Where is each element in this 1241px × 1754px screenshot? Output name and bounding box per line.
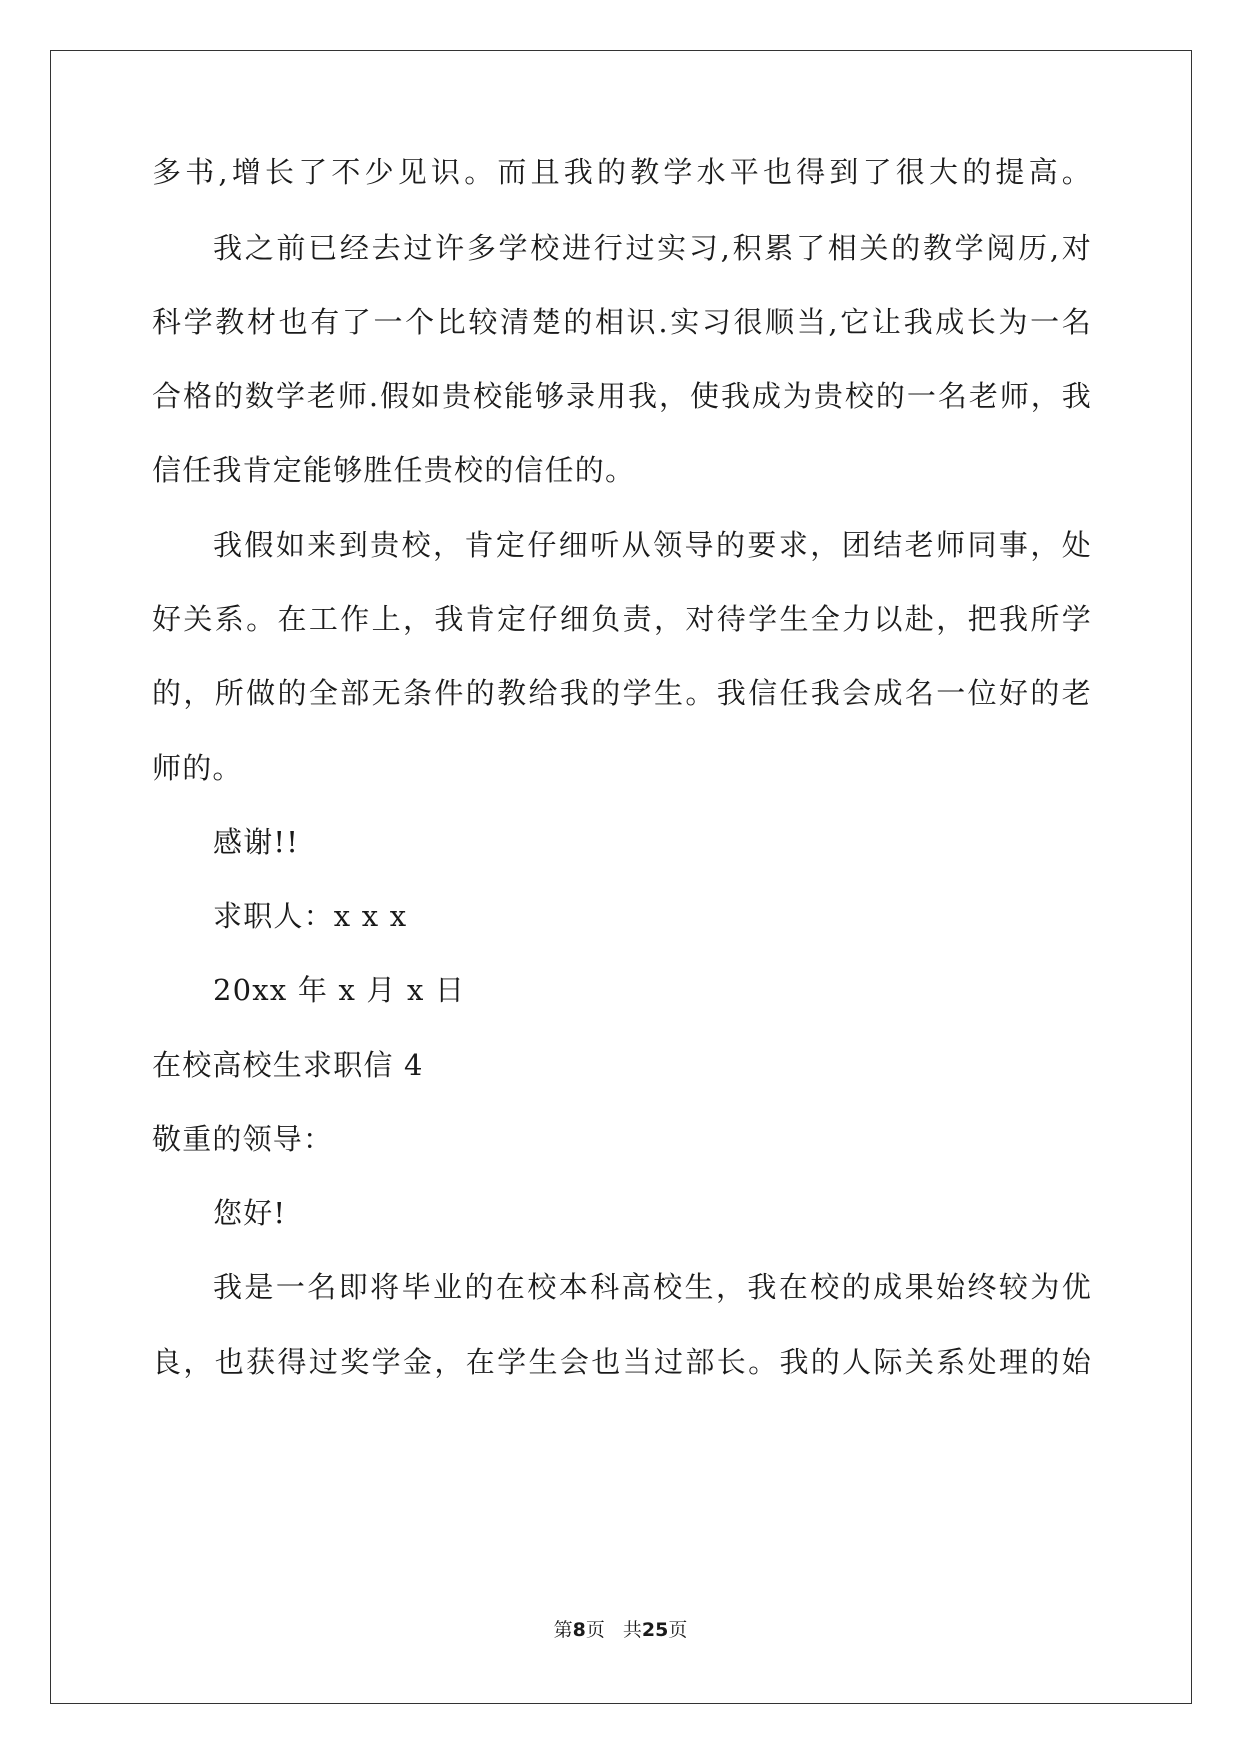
- text-line-17: 良，也获得过奖学金，在学生会也当过部长。我的人际关系处理的始: [152, 1345, 1092, 1379]
- salutation-line: 敬重的领导：: [152, 1122, 334, 1156]
- footer-prefix: 第: [553, 1619, 573, 1641]
- footer-page-suffix: 页: [585, 1619, 605, 1641]
- text-line-7: 好关系。在工作上，我肯定仔细负责，对待学生全力以赴，把我所学: [152, 602, 1092, 636]
- footer-total-prefix: 共: [622, 1619, 642, 1641]
- page-border: [50, 50, 1192, 1704]
- text-line-4: 合格的数学老师.假如贵校能够录用我，使我成为贵校的一名老师，我: [152, 379, 1092, 413]
- footer-total-number: 25: [641, 1619, 669, 1641]
- text-line-6: 我假如来到贵校，肯定仔细听从领导的要求，团结老师同事，处: [213, 528, 1092, 562]
- text-line-2: 我之前已经去过许多学校进行过实习,积累了相关的教学阅历,对: [213, 231, 1092, 265]
- text-line-1: 多书,增长了不少见识。而且我的教学水平也得到了很大的提高。: [152, 155, 1092, 189]
- applicant-line: 求职人：x x x: [213, 899, 408, 933]
- date-line: 20xx 年 x 月 x 日: [213, 973, 466, 1007]
- page-footer: [0, 1618, 1241, 1642]
- text-line-16: 我是一名即将毕业的在校本科高校生，我在校的成果始终较为优: [213, 1270, 1092, 1304]
- text-line-5: 信任我肯定能够胜任贵校的信任的。: [152, 453, 636, 487]
- footer-total-suffix: 页: [668, 1619, 688, 1641]
- text-line-9: 师的。: [152, 751, 243, 785]
- section-heading: 在校高校生求职信 4: [152, 1048, 424, 1082]
- text-line-3: 科学教材也有了一个比较清楚的相识.实习很顺当,它让我成长为一名: [152, 305, 1092, 339]
- text-line-8: 的，所做的全部无条件的教给我的学生。我信任我会成名一位好的老: [152, 676, 1092, 710]
- thanks-line: 感谢!!: [213, 825, 300, 859]
- footer-page-number: 8: [572, 1619, 586, 1641]
- greeting-line: 您好!: [213, 1196, 287, 1230]
